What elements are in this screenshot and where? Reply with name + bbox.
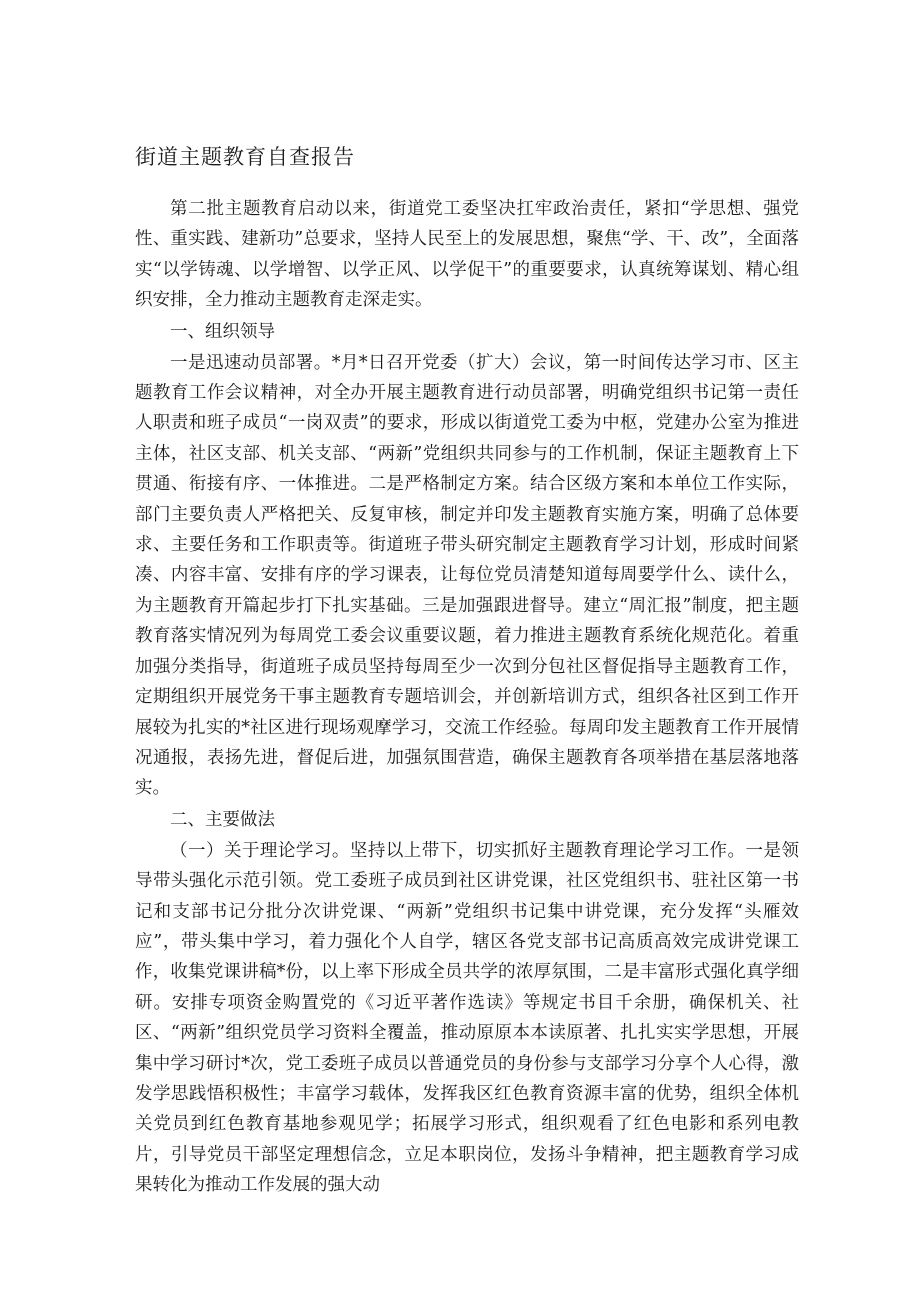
- section-body-practices: （一）关于理论学习。坚持以上带下，切实抓好主题教育理论学习工作。一是领导带头强化示范引领。党工委班子成员到社区讲党课，社区党组织书、驻社区第一书记和支部书记分批分次讲党课、“两新”党组织书记集中讲党课，充分发挥“头雁效应”，带头集中学习，着力强化个人自学，辖区各党支部书记高质高效完成讲党课工作，收集党课讲稿*份，以上率下形成全员共学的浓厚氛围，二是丰富形式强化真学细研。安排专项资金购置党的《习近平著作选读》等规定书目千余册，确保机关、社区、“两新”组织党员学习资料全覆盖，推动原原本本读原著、扎扎实实学思想，开展集中学习研讨*次，党工委班子成员以普通党员的身份参与支部学习分享个人心得，激发学思践悟积极性；丰富学习载体，发挥我区红色教育资源丰富的优势，组织全体机关党员到红色教育基地参观见学；拓展学习形式，组织观看了红色电影和系列电教片，引导党员干部坚定理想信念，立足本职岗位，发扬斗争精神，把主题教育学习成果转化为推动工作发展的强大动: [135, 840, 799, 1196]
- intro-paragraph: 第二批主题教育启动以来，街道党工委坚决扛牢政治责任，紧扣“学思想、强党性、重实践、建新功”总要求，坚持人民至上的发展思想，聚焦“学、干、改”，全面落实“以学铸魂、以学增智、以学正风、以学促干”的重要要求，认真统筹谋划、精心组织安排，全力推动主题教育走深走实。: [135, 199, 799, 311]
- section-heading-organization: 一、组织领导: [170, 321, 275, 342]
- section-heading-practices: 二、主要做法: [170, 809, 275, 830]
- document-page: [135, 140, 799, 1201]
- section-body-organization: 一是迅速动员部署。*月*日召开党委（扩大）会议，第一时间传达学习市、区主题教育工作会议精神，对全办开展主题教育进行动员部署，明确党组织书记第一责任人职责和班子成员“一岗双责”的要求，形成以街道党工委为中枢，党建办公室为推进主体，社区支部、机关支部、“两新”党组织共同参与的工作机制，保证主题教育上下贯通、衔接有序、一体推进。二是严格制定方案。结合区级方案和本单位工作实际，部门主要负责人严格把关、反复审核，制定并印发主题教育实施方案，明确了总体要求、主要任务和工作职责等。街道班子带头研究制定主题教育学习计划，形成时间紧凑、内容丰富、安排有序的学习课表，让每位党员清楚知道每周要学什么、读什么，为主题教育开篇起步打下扎实基础。三是加强跟进督导。建立“周汇报”制度，把主题教育落实情况列为每周党工委会议重要议题，着力推进主题教育系统化规范化。着重加强分类指导，街道班子成员坚持每周至少一次到分包社区督促指导主题教育工作，定期组织开展党务干事主题教育专题培训会，并创新培训方式，组织各社区到工作开展较为扎实的*社区进行现场观摩学习，交流工作经验。每周印发主题教育工作开展情况通报，表扬先进，督促后进，加强氛围营造，确保主题教育各项举措在基层落地落实。: [135, 352, 799, 799]
- document-title: 街道主题教育自查报告: [135, 145, 355, 169]
